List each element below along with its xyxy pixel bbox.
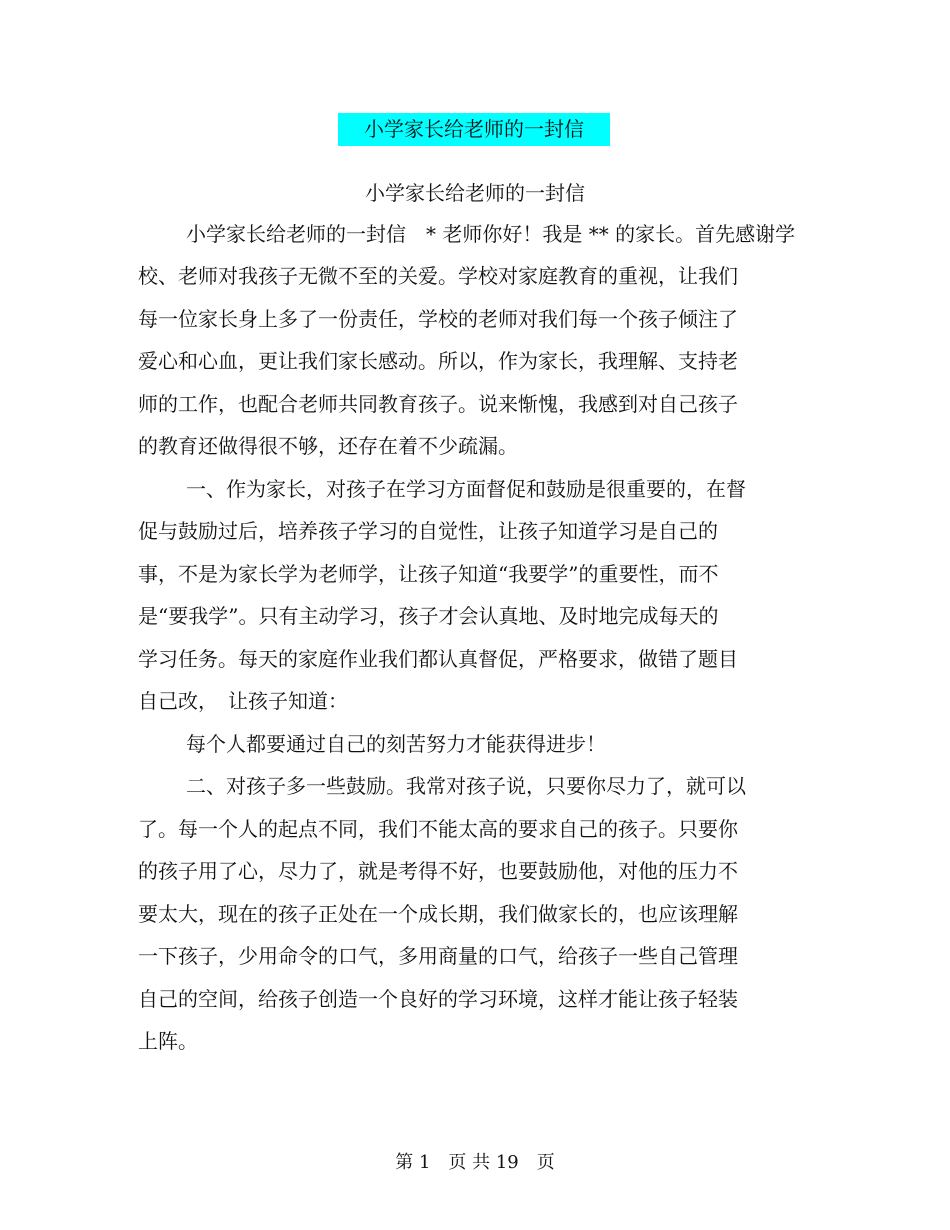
paragraph-line: 促与鼓励过后，培养孩子学习的自觉性，让孩子知道学习是自己的: [138, 519, 718, 543]
paragraph-line: 每一位家长身上多了一份责任，学校的老师对我们每一个孩子倾注了: [138, 307, 738, 331]
paragraph-line: 一下孩子，少用命令的口气，多用商量的口气，给孩子一些自己管理: [138, 944, 738, 968]
paragraph-line: 爱心和心血，更让我们家长感动。所以，作为家长，我理解、支持老: [138, 349, 738, 373]
paragraph-line: 事，不是为家长学为老师学，让孩子知道“我要学”的重要性，而不: [138, 562, 719, 586]
paragraph-line: 的孩子用了心，尽力了，就是考得不好，也要鼓励他，对他的压力不: [138, 859, 738, 883]
paragraph-line: 的教育还做得很不够，还存在着不少疏漏。: [138, 434, 518, 458]
page-footer: 第 1 页 共 19 页: [395, 1152, 555, 1173]
paragraph-line: 自己改， 让孩子知道：: [138, 689, 348, 713]
paragraph-line: 是“要我学”。只有主动学习，孩子才会认真地、及时地完成每天的: [138, 604, 719, 628]
paragraph-line: 校、老师对我孩子无微不至的关爱。学校对家庭教育的重视，让我们: [138, 264, 738, 288]
paragraph-line: 上阵。: [138, 1029, 198, 1053]
paragraph-line: 二、对孩子多一些鼓励。我常对孩子说，只要你尽力了，就可以: [186, 774, 746, 798]
paragraph-line: 一、作为家长，对孩子在学习方面督促和鼓励是很重要的，在督: [186, 477, 746, 501]
subtitle: 小学家长给老师的一封信: [365, 181, 585, 205]
paragraph-line: 了。每一个人的起点不同，我们不能太高的要求自己的孩子。只要你: [138, 817, 738, 841]
paragraph-line: 要太大，现在的孩子正处在一个成长期，我们做家长的，也应该理解: [138, 902, 738, 926]
paragraph-line: 每个人都要通过自己的刻苦努力才能获得进步！: [186, 732, 606, 756]
paragraph-line: 小学家长给老师的一封信 * 老师你好！我是 ** 的家长。首先感谢学: [186, 222, 796, 246]
paragraph-line: 师的工作，也配合老师共同教育孩子。说来惭愧，我感到对自己孩子: [138, 392, 738, 416]
title-banner: 小学家长给老师的一封信: [338, 113, 610, 146]
paragraph-line: 学习任务。每天的家庭作业我们都认真督促，严格要求，做错了题目: [138, 647, 738, 671]
paragraph-line: 自己的空间，给孩子创造一个良好的学习环境，这样才能让孩子轻装: [138, 987, 738, 1011]
